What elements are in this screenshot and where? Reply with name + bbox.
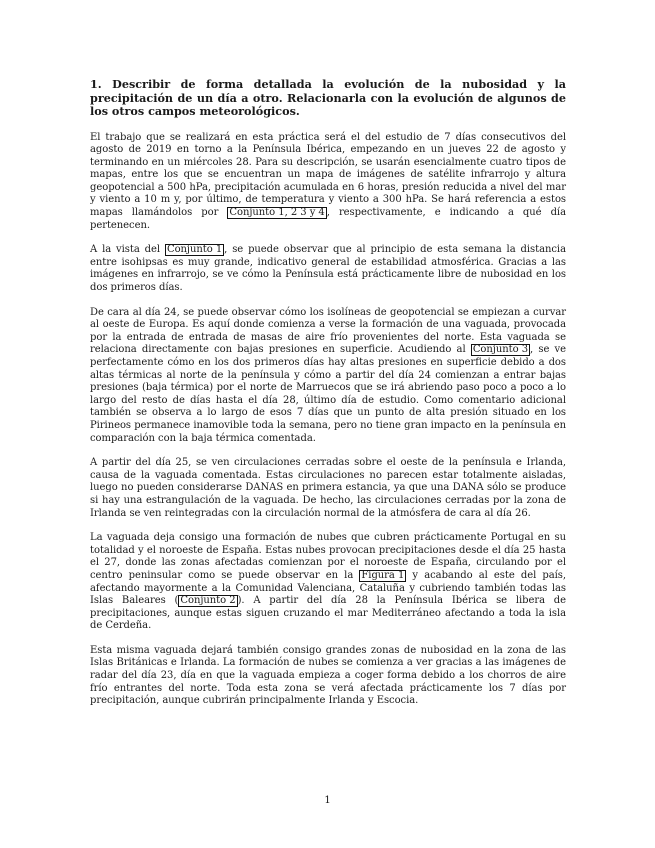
ref-conjunto-1[interactable]: Conjunto 1	[166, 244, 223, 256]
ref-figura-1[interactable]: Figura 1	[361, 569, 405, 581]
paragraph-5-text-a: La vaguada deja consigo una formación de nubes que cubren prácticamente Portugal en su totalidad y el noroeste de España. Estas nubes provocan precipitaciones desde el día 25 hasta el 27, donde las zonas afectadas comienzan por el noroeste de España, circulando por el centro peninsular como se puede observar en la	[90, 532, 566, 581]
paragraph-2-text-a: A la vista del	[90, 244, 165, 256]
paragraph-5	[90, 532, 566, 633]
paragraph-4: A partir del día 25, se ven circulaciones cerradas sobre el oeste de la península e Irlanda, causa de la vaguada comentada. Estas circulaciones no parecen estar totalmente aisladas, luego no pueden considerarse DANAS en primera estancia, ya que una DANA sólo se produce si hay una estrangulación de la vaguada. De hecho, las circulaciones cerradas por la zona de Irlanda se ven reintegradas con la circulación normal de la atmósfera de cara al día 26.	[90, 457, 566, 519]
paragraph-2-text-b: , se puede observar que al principio de esta semana la distancia entre isohipsas es muy grande, indicativo general de estabilidad atmosférica. Gracias a las imágenes en infrarrojo, se ve cómo la Península está prácticamente libre de nubosidad en los dos primeros días.	[90, 244, 566, 294]
page-content	[90, 78, 566, 720]
paragraph-1-text-b: , respectivamente, e indicando a qué día pertenecen.	[90, 207, 566, 231]
page-number: 1	[324, 795, 331, 806]
paragraph-2	[90, 244, 566, 294]
paragraph-3-text-a: De cara al día 24, se puede observar cómo los isolíneas de geopotencial se empiezan a curvar al oeste de Europa. Es aquí donde comienza a verse la formación de una vaguada, provocada por la entrada de entrada de masas de aire frío provenientes del norte. Esta vaguada se relaciona directamente con bajas presiones en superficie. Acudiendo al	[90, 306, 566, 356]
paragraph-1-text-a: El trabajo que se realizará en esta práctica será el del estudio de 7 días consecutivos del agosto de 2019 en torno a la Península Ibérica, empezando en un jueves 22 de agosto y terminando en un miércoles 28. Para su descripción, se usarán esencialmente cuatro tipos de mapas, entre los que se encuentran un mapa de imágenes de satélite infrarrojo y altura geopotencial a 500 hPa, precipitación acumulada en 6 horas, presión reducida a nivel del mar y viento a 10 m y, por último, de temperatura y viento a 300 hPa. Se hará referencia a estos mapas llamándolos por	[90, 131, 566, 219]
ref-conjunto-2[interactable]: Conjunto 2	[180, 595, 236, 607]
ref-conjunto-3[interactable]: Conjunto 3	[472, 344, 529, 356]
paragraph-6: Esta misma vaguada dejará también consigo grandes zonas de nubosidad en la zona de las Islas Británicas e Irlanda. La formación de nubes se comienza a ver gracias a las imágenes de radar del día 23, día en que la vaguada empieza a coger forma debido a los chorros de aire frío entrantes del norte. Toda esta zona se verá afectada prácticamente los 7 días por precipitación, aunque cubrirán principalmente Irlanda y Escocia.	[90, 644, 566, 707]
paragraph-3-text-b: , se ve perfectamente cómo en los dos primeros días hay altas presiones en superficie debido a dos altas térmicas al norte de la península y cómo a partir del día 24 comienzan a entrar bajas presiones (baja térmica) por el norte de Marruecos que se irá abriendo paso poco a poco a lo largo del resto de días hasta el día 28, último día de estudio. Como comentario adicional también se observa a lo largo de esos 7 días que un punto de alta presión situado en los Pirineos permanece inamovible toda la semana, pero no tiene gran impacto en la península en comparación con la baja térmica comentada.	[90, 344, 567, 444]
paragraph-1	[90, 132, 566, 233]
section-heading: 1. Describir de forma detallada la evolución de la nubosidad y la precipitación de un día a otro. Relacionarla con la evolución de algunos de los otros campos meteorológicos.	[90, 77, 566, 118]
paragraph-5-text-b: y acabando al este del país, afectando mayormente a la Comunidad Valenciana, Cataluña y cubriendo también todas las Islas Baleares (	[90, 569, 567, 607]
paragraph-3	[90, 307, 566, 446]
ref-conjunto-1-2-3-4[interactable]: Conjunto 1, 2 3 y 4	[229, 207, 325, 219]
paragraph-5-text-c: ). A partir del día 28 la Península Ibérica se libera de precipitaciones, aunque estas siguen cruzando el mar Mediterráneo afectando a toda la isla de Cerdeña.	[90, 595, 566, 632]
